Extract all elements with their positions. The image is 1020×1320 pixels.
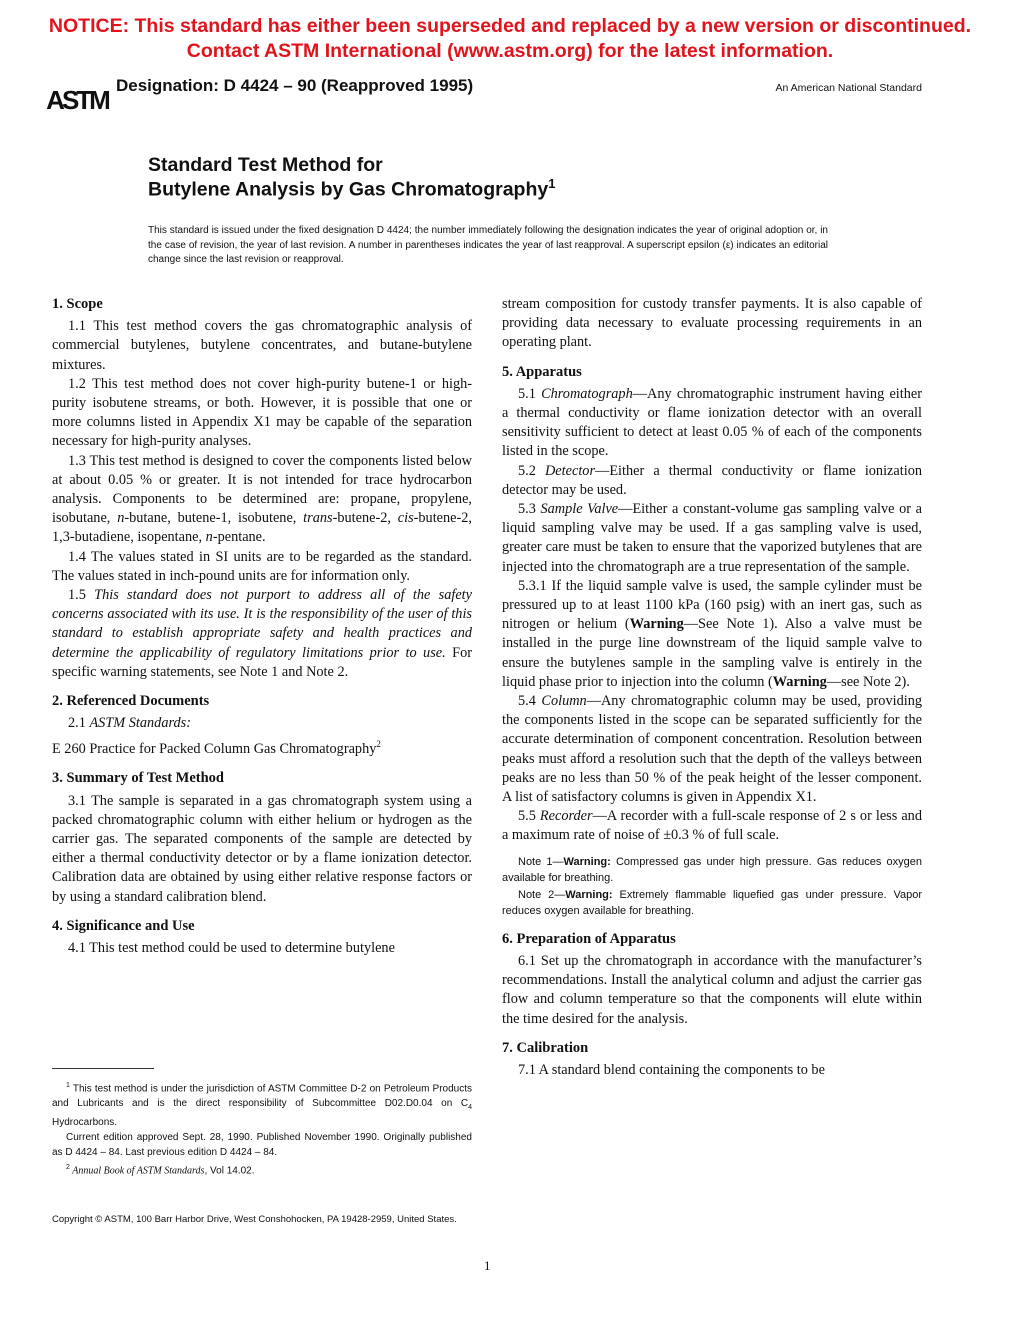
section-heading-significance: 4. Significance and Use [52,917,195,934]
text: 5.1 [518,385,542,402]
section-heading-preparation: 6. Preparation of Apparatus [502,930,676,947]
section-heading-scope: 1. Scope [52,296,103,312]
text: —See Note 1). Also a valve must be installed in the purge line downstream of the liquid sample valve to ensure the butylenes sample in the sampling valve is entirely in the liquid phase prior to injection into the column ( [502,616,923,690]
text: 5.2 [518,462,545,479]
footnote-1-edition: Current edition approved Sept. 28, 1990. Published November 1990. Originally published as D 4424 – 84. Last previous edition D 4424 – 84. [52,1132,472,1159]
footnote-2 [52,1160,472,1178]
italic-text: cis [397,510,414,527]
text: Extremely flammable liquefied gas under pressure. Vapor reduces oxygen available for breathing. [502,888,922,918]
text: This test method is under the jurisdiction of ASTM Committee D-2 on Petroleum Products and Lubricants and is the direct responsibility of Subcommittee D02.D0.04 on C [52,1083,472,1110]
text: —Either a constant-volume gas sampling valve or a liquid sampling valve may be used. If a gas sampling valve is used, greater care must be taken to ensure that the vaporized butylenes that are injected into the chromatograph are a true representation of the sample. [502,501,923,575]
note-label: Note 1— [518,855,564,868]
para-5-3-1 [502,577,922,692]
notice-line-1: NOTICE: This standard has either been superseded and replaced by a new version or discontinued. [48,15,972,37]
italic-text: Detector [544,462,596,479]
para-6-1: 6.1 Set up the chromatograph in accordance with the manufacturer’s recommendations. Install the analytical column and adjust the carrier gas flow and column temperature so that the components will elute within the time desired for the analysis. [502,952,922,1027]
designation: Designation: D 4424 – 90 (Reapproved 1995) [116,76,474,95]
italic-text: Column [541,693,587,710]
american-national-standard: An American National Standard [775,82,922,94]
text: 5.3.1 If the liquid sample valve is used, the sample cylinder must be pressured up to at least 1100 kPa (160 psig) with an inert gas, such as nitrogen or helium ( [502,577,922,633]
footnote-1 [52,1078,472,1130]
para-1-2: 1.2 This test method does not cover high-purity butene-1 or high-purity isobutene streams, or both. However, it is possible that one or more columns listed in Appendix X1 may be capable of the separation necessary for high-purity analyses. [52,375,472,450]
para-1-5 [52,586,472,682]
italic-text: ASTM Standards: [89,715,191,732]
text: E 260 Practice for Packed Column Gas Chromatography [52,741,377,758]
italic-text: This standard does not purport to address all of the safety concerns associated with its use. It is the responsibility of the user of this standard to establish appropriate safety and health practices and determine the applicability of regulatory limitations prior to use. [52,587,472,661]
para-5-1 [502,385,922,462]
italic-text: Annual Book of ASTM Standards [69,1165,205,1177]
text: -butene-2, 1,3-butadiene, isopentane, [52,510,472,546]
note-1 [502,854,922,887]
para-4-1: 4.1 This test method could be used to determine butylene [68,940,395,957]
text: —Any chromatographic instrument having either a thermal conductivity or flame ionization detector with an overall sensitivity sufficient to detect at least 0.05 % of each of the components listed in the scope. [502,385,922,460]
bold-text: Warning: [563,855,611,868]
section-heading-summary: 3. Summary of Test Method [52,770,224,787]
bold-text: Warning: [565,888,613,901]
page-number: 1 [484,1258,491,1273]
para-7-1: 7.1 A standard blend containing the components to be [518,1061,825,1078]
section-heading-calibration: 7. Calibration [502,1039,589,1056]
title-text: Butylene Analysis by Gas Chromatography [148,178,549,201]
para-4-1-continued: stream composition for custody transfer payments. It is also capable of providing data necessary to evaluate processing requirements in an operating plant. [502,296,922,351]
para-1-1: 1.1 This test method covers the gas chromatographic analysis of commercial butylenes, butylene concentrates, and butane-butylene mixtures. [52,318,472,373]
title-footnote-mark: 1 [548,176,556,191]
right-column [502,295,922,1080]
para-1-3 [52,452,472,548]
bold-text: Warning [772,673,827,690]
para-5-5 [502,807,922,845]
section-heading-apparatus: 5. Apparatus [502,363,582,380]
text: -pentane. [212,529,266,546]
para-2-1 [52,714,472,733]
text: Hydrocarbons. [52,1117,118,1129]
text: -butene-2, [332,510,398,527]
section-heading-referenced-documents: 2. Referenced Documents [52,693,210,710]
supersession-notice [0,14,1020,64]
text: Compressed gas under high pressure. Gas reduces oxygen available for breathing. [502,855,922,885]
para-5-3 [502,500,922,577]
left-column [52,295,472,958]
italic-text: n [205,529,213,546]
notice-line-2: Contact ASTM International (www.astm.org) for the latest information. [186,40,834,62]
footnote-mark: 2 [66,1164,70,1172]
text: 1.3 This test method is designed to cover the components listed below at about 0.05 % or greater. It is not intended for trace hydrocarbon analysis. Components to be determined are: propane, propylene, isobutane, [52,452,472,527]
note-2 [502,887,922,920]
note-label: Note 2— [518,888,566,901]
issued-statement: This standard is issued under the fixed designation D 4424; the number immediately following the designation indicates the year of original adoption or, in the case of revision, the year of last revision. A number in parentheses indicates the year of last reapproval. A superscript epsilon (ε) indicates an editorial change since the last revision or reapproval. [148,225,828,265]
text: 5.3 [518,501,541,518]
text: —see Note 2). [826,673,910,690]
footnote-divider [52,1068,154,1069]
text: —Any chromatographic column may be used, providing the components listed in the scope can be separated sufficiently for the accurate determination of component concentration. Resolution between peaks must afford a resolution such that the depth of the valleys between peaks are no less than 50 % of the peak height of the lesser component. A list of satisfactory columns is given in Appendix X1. [502,693,922,806]
astm-logo-icon [46,80,108,116]
text: For specific warning statements, see Note 1 and Note 2. [52,644,472,680]
bold-text: Warning [629,616,684,633]
copyright: Copyright © ASTM, 100 Barr Harbor Drive, West Conshohocken, PA 19428-2959, United States. [52,1214,457,1225]
text: , Vol 14.02. [204,1165,255,1177]
subscript: 4 [468,1104,472,1112]
title-line-1: Standard Test Method for [148,154,383,176]
reference-e260 [52,735,472,759]
para-5-2 [502,462,922,500]
italic-text: Sample Valve [540,501,619,518]
para-1-4: 1.4 The values stated in SI units are to be regarded as the standard. The values stated in inch-pound units are for information only. [52,548,472,584]
text: 2.1 [68,715,90,732]
footnotes [52,1078,472,1179]
text: 5.5 [518,808,540,825]
svg-text:ASTM: ASTM [46,85,108,115]
footnote-mark: 1 [66,1082,70,1089]
para-3-1: 3.1 The sample is separated in a gas chromatograph system using a packed chromatographic column with either helium or hydrogen as the carrier gas. The separated components of the sample are detected by either a thermal conductivity detector or by a flame ionization detector. Calibration data are obtained by using either relative response factors or by using a standard calibration blend. [52,792,472,905]
title-line-2 [148,176,555,202]
italic-text: trans [303,510,333,527]
text: —A recorder with a full-scale response of 2 s or less and a maximum rate of noise of ±0.3 % of full scale. [502,808,922,844]
text: 5.4 [518,693,542,710]
para-5-4 [502,692,922,807]
italic-text: Chromatograph [541,385,633,402]
italic-text: Recorder [539,808,593,825]
text: -butane, butene-1, isobutene, [124,510,304,527]
footnote-mark: 2 [376,739,381,750]
text: 1.5 [68,587,95,604]
italic-text: n [117,510,125,527]
text: —Either a thermal conductivity or flame ionization detector may be used. [502,462,922,498]
